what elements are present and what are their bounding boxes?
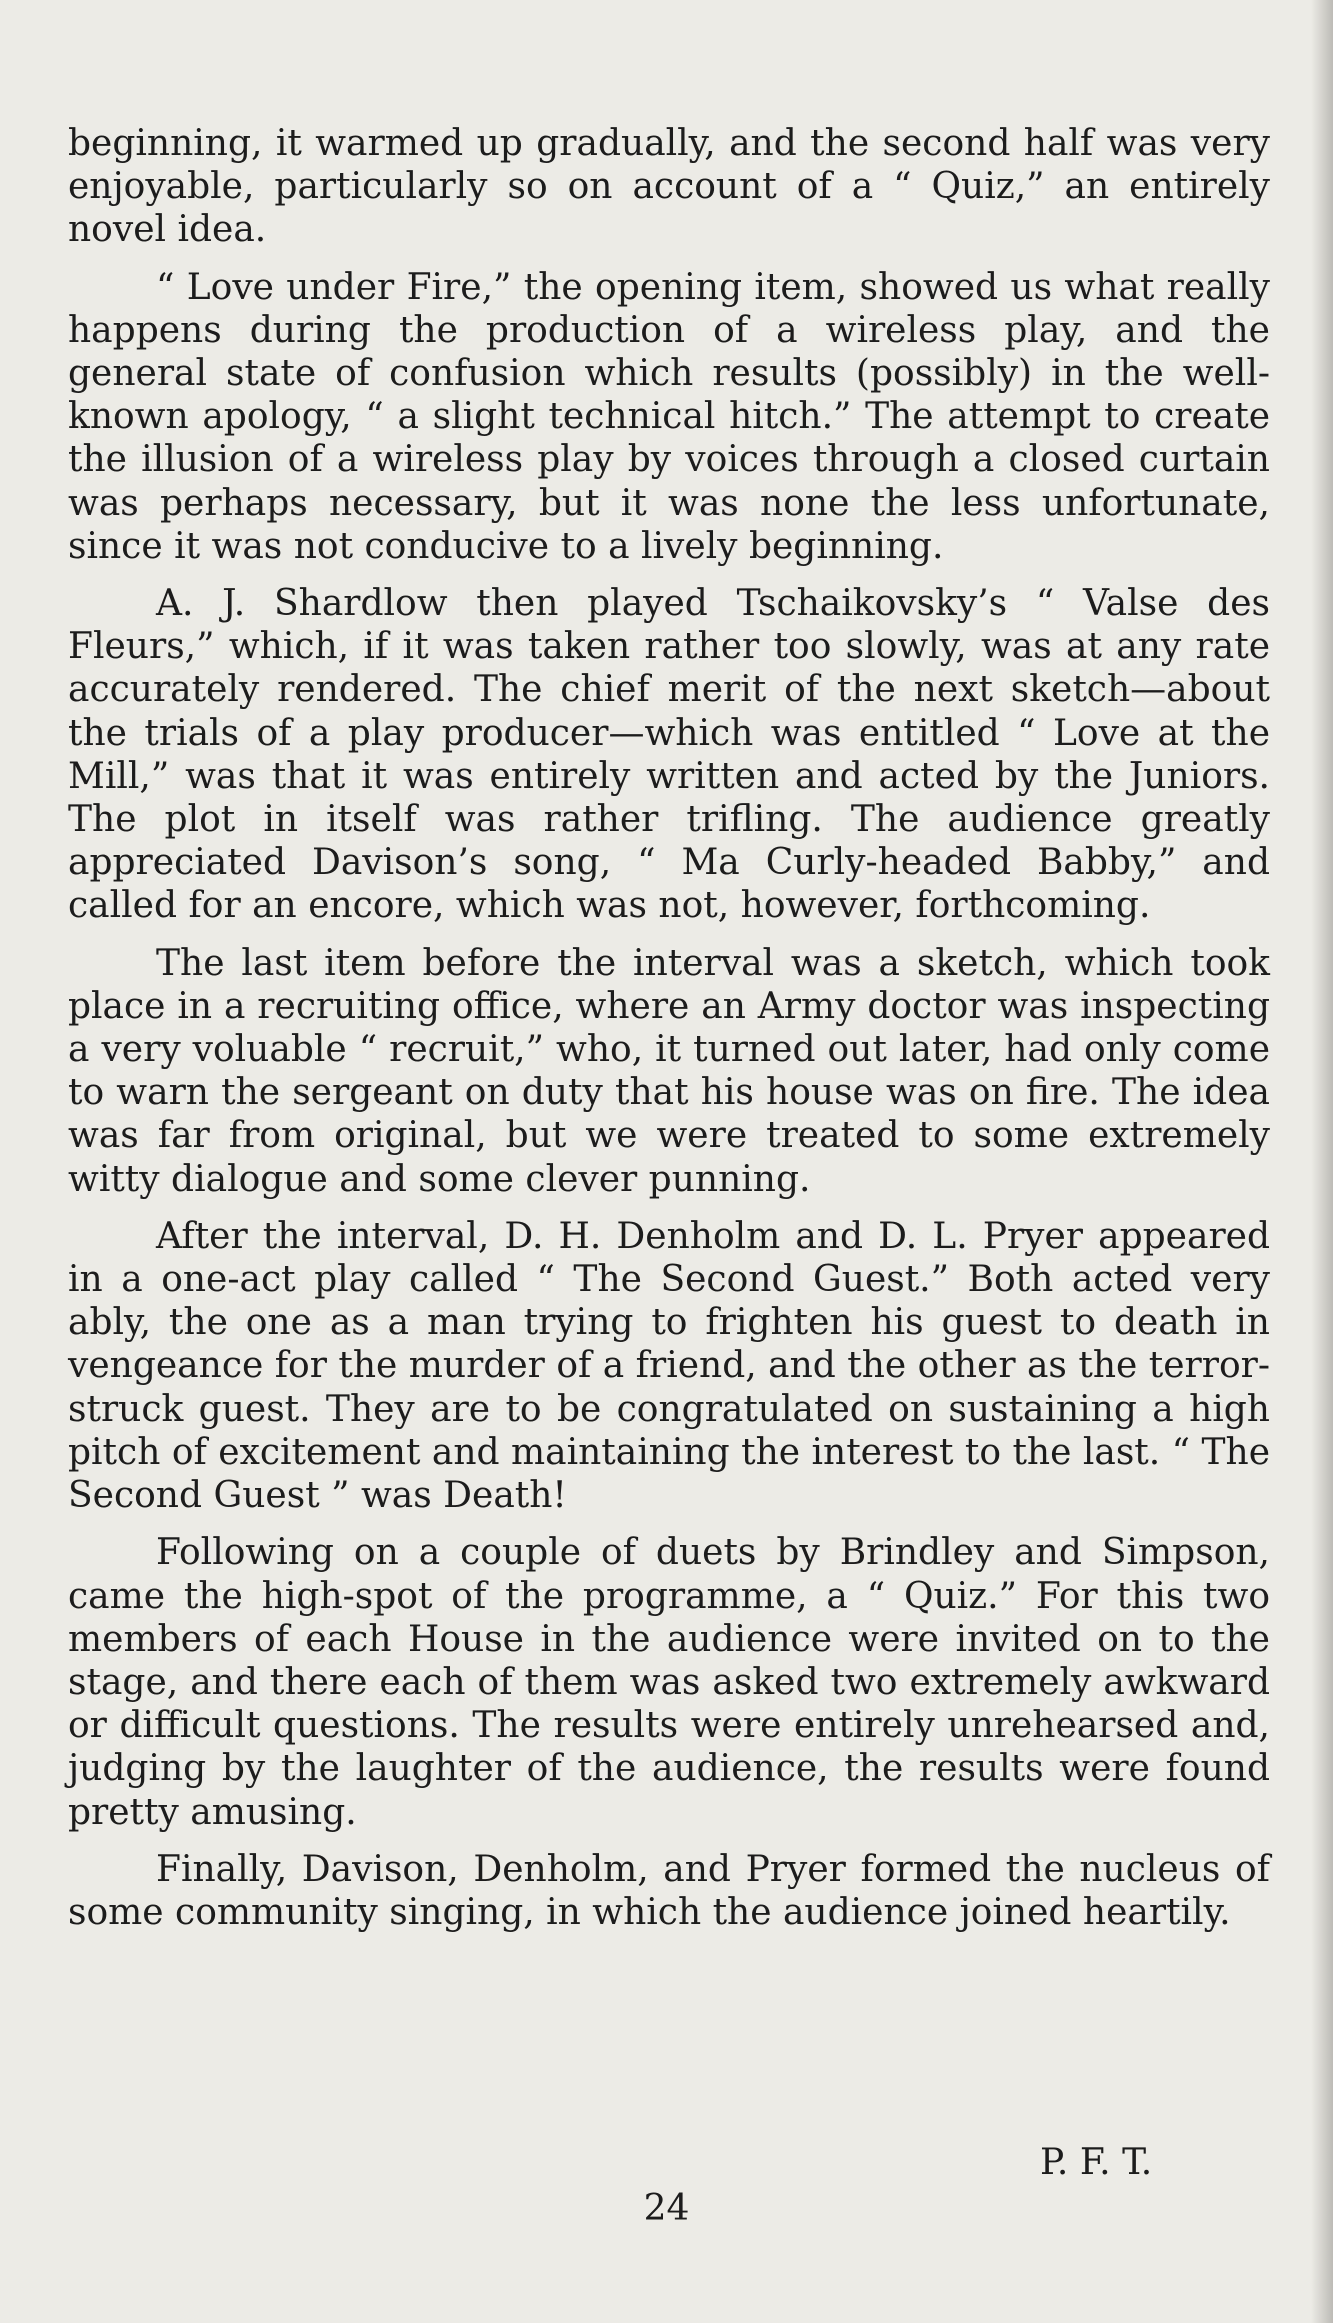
- page-edge-shadow: [1311, 0, 1333, 2323]
- paragraph-2: “ Love under Fire,” the opening item, showed us what really happens during the production of a wireless play, and the general state of confusion which results (possibly) in the well-known apology, “ a slight technical hitch.” The attempt to create the illusion of a wireless play by voices through a closed curtain was perhaps necessary, but it was none the less unfortunate, since it was not conducive to a lively beginning.: [68, 266, 1270, 567]
- paragraph-1: beginning, it warmed up gradually, and the second half was very enjoyable, particularly so on account of a “ Quiz,” an entirely novel idea.: [68, 123, 1270, 251]
- paragraph-7: Finally, Davison, Denholm, and Pryer formed the nucleus of some community singing, in which the audience joined heartily.: [68, 1848, 1270, 1933]
- article-body: [68, 122, 1270, 1948]
- paragraph-6: Following on a couple of duets by Brindley and Simpson, came the high-spot of the programme, a “ Quiz.” For this two members of each House in the audience were invited on to the stage, and there each of them was asked two extremely awkward or difficult questions. The results were entirely unrehearsed and, judging by the laughter of the audience, the results were found pretty amusing.: [68, 1532, 1270, 1833]
- page-number: 24: [643, 2188, 690, 2229]
- paragraph-3: A. J. Shardlow then played Tschaikovsky’s “ Valse des Fleurs,” which, if it was taken rather too slowly, was at any rate accurately rendered. The chief merit of the next sketch—about the trials of a play producer—which was entitled “ Love at the Mill,” was that it was entirely written and acted by the Juniors. The plot in itself was rather trifling. The audience greatly appreciated Davison’s song, “ Ma Curly-headed Babby,” and called for an encore, which was not, however, forthcoming.: [68, 583, 1270, 927]
- paragraph-5: After the interval, D. H. Denholm and D. L. Pryer appeared in a one-act play called “ The Second Guest.” Both acted very ably, the one as a man trying to frighten his guest to death in vengeance for the murder of a friend, and the other as the terror-struck guest. They are to be congratulated on sustaining a high pitch of excitement and maintaining the interest to the last. “ The Second Guest ” was Death!: [68, 1215, 1271, 1517]
- paragraph-4: The last item before the interval was a sketch, which took place in a recruiting office, where an Army doctor was inspecting a very voluable “ recruit,” who, it turned out later, had only come to warn the sergeant on duty that his house was on fire. The idea was far from original, but we were treated to some extremely witty dialogue and some clever punning.: [68, 942, 1270, 1200]
- author-signature: P. F. T.: [1040, 2142, 1153, 2183]
